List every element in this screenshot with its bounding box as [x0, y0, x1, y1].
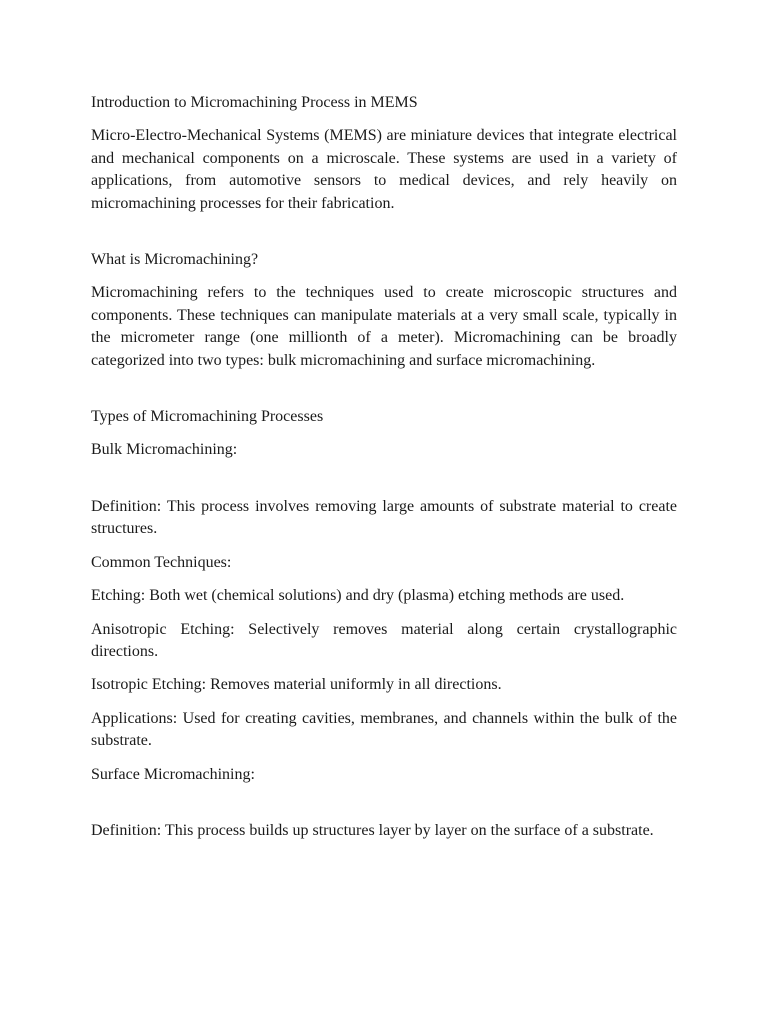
subheading-bulk: Bulk Micromachining:	[91, 441, 238, 459]
bulk-isotropic: Isotropic Etching: Removes material uniformly in all directions.	[91, 676, 502, 694]
surface-definition: Definition: This process builds up structures layer by layer on the surface of a substrate.	[91, 821, 654, 839]
what-is-paragraph: Micromachining refers to the techniques used to create microscopic structures and components. These techniques can manipulate materials at a very small scale, typically in the micrometer range (one millionth of a meter). Micromachining can be broadly categorized into two types: bulk micromachining and surface micromachining.	[91, 284, 677, 369]
bulk-definition: Definition: This process involves removing large amounts of substrate material to create structures.	[91, 497, 677, 538]
section-heading-types: Types of Micromachining Processes	[91, 408, 324, 426]
intro-paragraph: Micro-Electro-Mechanical Systems (MEMS) are miniature devices that integrate electrical and mechanical components on a microscale. These systems are used in a variety of applications, from automotive sensors to medical devices, and rely heavily on micromachining processes for their fabrication.	[91, 127, 677, 212]
bulk-anisotropic: Anisotropic Etching: Selectively removes material along certain crystallographic directions.	[91, 620, 677, 660]
bulk-etching: Etching: Both wet (chemical solutions) and dry (plasma) etching methods are used.	[91, 587, 625, 605]
bulk-techniques-heading: Common Techniques:	[91, 553, 232, 571]
subheading-surface: Surface Micromachining:	[91, 765, 255, 783]
bulk-applications: Applications: Used for creating cavities, membranes, and channels within the bulk of the substrate.	[91, 709, 677, 750]
document-page	[91, 92, 677, 842]
section-heading-what-is: What is Micromachining?	[91, 251, 259, 269]
document-title: Introduction to Micromachining Process in MEMS	[91, 94, 418, 111]
